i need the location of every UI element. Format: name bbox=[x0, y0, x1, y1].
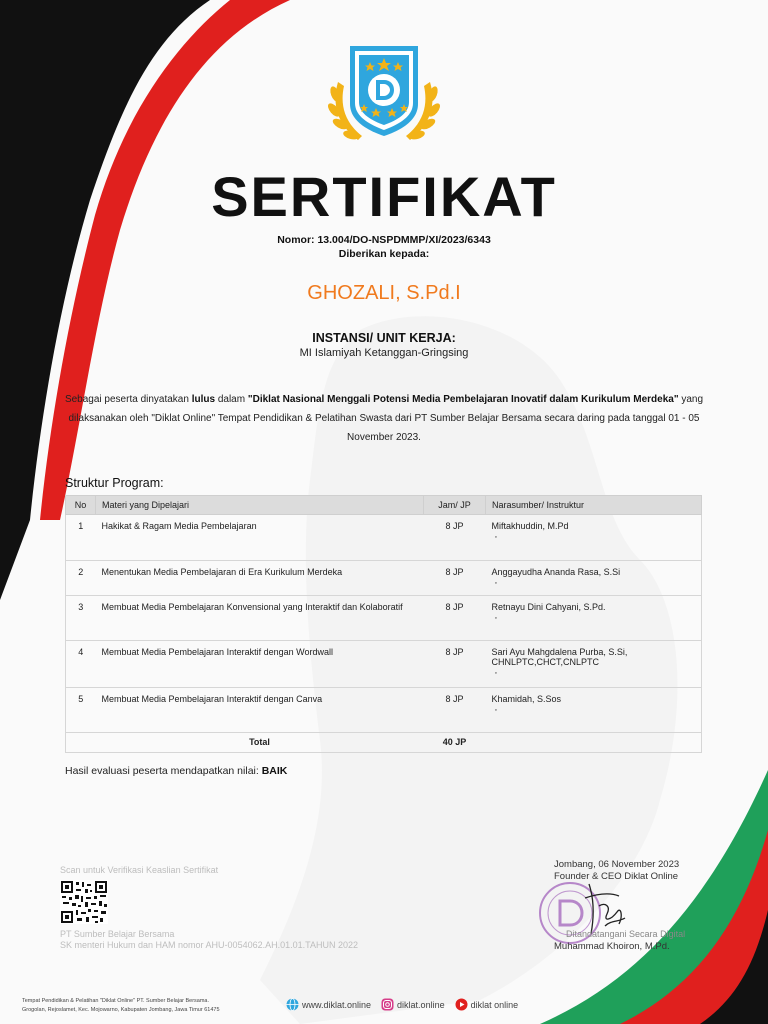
row-no: 1 bbox=[66, 515, 96, 561]
desc-bold-course: "Diklat Nasional Menggali Potensi Media Pembelajaran Inovatif dalam Kurikulum Merdeka" bbox=[247, 394, 679, 405]
row-narasumber bbox=[486, 688, 702, 733]
youtube-icon bbox=[455, 998, 468, 1011]
instagram-icon bbox=[381, 998, 394, 1011]
row-materi: Membuat Media Pembelajaran Interaktif dengan Canva bbox=[96, 688, 424, 733]
certificate-title: SERTIFIKAT bbox=[211, 165, 557, 228]
row-narasumber bbox=[486, 561, 702, 596]
table-header-row bbox=[66, 496, 702, 515]
footer-address bbox=[22, 997, 282, 1015]
row-jp: 8 JP bbox=[424, 561, 486, 596]
footer-address-line2: Grogolan, Rejoslamet, Kec. Mojowarno, Kabupaten Jombang, Jawa Timur 61475 bbox=[22, 1007, 220, 1013]
row-no: 3 bbox=[66, 596, 96, 641]
bullet-icon: ◦ bbox=[494, 580, 497, 587]
row-no: 4 bbox=[66, 641, 96, 688]
qr-code-icon[interactable] bbox=[60, 880, 108, 924]
narasumber-name: Sari Ayu Mahgdalena Purba, S.Si, CHNLPTC,CHCT,CNLPTC bbox=[491, 647, 628, 667]
table-total-row bbox=[66, 733, 702, 753]
col-no: No bbox=[66, 496, 96, 515]
row-jp: 8 JP bbox=[424, 515, 486, 561]
bullet-icon: ◦ bbox=[494, 670, 497, 677]
program-table bbox=[65, 495, 702, 753]
footer-address-line1: Tempat Pendidikan & Pelatihan "Diklat Online" PT. Sumber Belajar Bersama. bbox=[22, 998, 210, 1004]
program-heading: Struktur Program: bbox=[65, 476, 164, 490]
desc-text-1: Sebagai peserta dinyatakan bbox=[64, 394, 192, 405]
narasumber-name: Khamidah, S.Sos bbox=[491, 694, 562, 704]
website-text: www.diklat.online bbox=[302, 999, 372, 1010]
table-row bbox=[66, 688, 702, 733]
col-narasumber: Narasumber/ Instruktur bbox=[486, 496, 702, 515]
row-jp: 8 JP bbox=[424, 688, 486, 733]
narasumber-name: Miftakhuddin, M.Pd bbox=[491, 521, 569, 531]
digital-signature-note: Ditandatangani Secara Digital bbox=[566, 929, 686, 939]
table-row bbox=[66, 596, 702, 641]
total-value: 40 JP bbox=[424, 733, 486, 753]
signature-place-date: Jombang, 06 November 2023 bbox=[554, 859, 680, 870]
row-jp: 8 JP bbox=[424, 596, 486, 641]
table-row bbox=[66, 515, 702, 561]
row-narasumber bbox=[486, 641, 702, 688]
row-materi: Menentukan Media Pembelajaran di Era Kurikulum Merdeka bbox=[96, 561, 424, 596]
signatory-name: Muhammad Khoiron, M.Pd. bbox=[554, 941, 670, 952]
company-legal: SK menteri Hukum dan HAM nomor AHU-0054062.AH.01.01.TAHUN 2022 bbox=[60, 940, 358, 950]
row-no: 5 bbox=[66, 688, 96, 733]
certificate-number: Nomor: 13.004/DO-NSPDMMP/XI/2023/6343 bbox=[277, 234, 491, 246]
row-materi: Membuat Media Pembelajaran Interaktif dengan Wordwall bbox=[96, 641, 424, 688]
given-to-label: Diberikan kepada: bbox=[338, 248, 430, 260]
instagram-link[interactable] bbox=[381, 998, 445, 1011]
bullet-icon: ◦ bbox=[494, 534, 497, 541]
table-row bbox=[66, 641, 702, 688]
desc-text-2: dalam bbox=[215, 394, 248, 405]
row-materi: Membuat Media Pembelajaran Konvensional yang Interaktif dan Kolaboratif bbox=[96, 596, 424, 641]
col-jp: Jam/ JP bbox=[424, 496, 486, 515]
institution-value: MI Islamiyah Ketanggan-Gringsing bbox=[299, 347, 469, 359]
bullet-icon: ◦ bbox=[494, 707, 497, 714]
total-label: Total bbox=[96, 733, 424, 753]
company-name: PT Sumber Belajar Bersama bbox=[60, 929, 175, 939]
instagram-text: diklat.online bbox=[397, 999, 445, 1010]
col-materi: Materi yang Dipelajari bbox=[96, 496, 424, 515]
row-materi: Hakikat & Ragam Media Pembelajaran bbox=[96, 515, 424, 561]
recipient-name: GHOZALI, S.Pd.I bbox=[307, 282, 461, 304]
signature-role: Founder & CEO Diklat Online bbox=[554, 871, 679, 882]
table-row bbox=[66, 561, 702, 596]
bullet-icon: ◦ bbox=[494, 615, 497, 622]
row-no: 2 bbox=[66, 561, 96, 596]
narasumber-name: Retnayu Dini Cahyani, S.Pd. bbox=[491, 602, 606, 612]
youtube-text: diklat online bbox=[470, 999, 519, 1010]
result-text: Hasil evaluasi peserta mendapatkan nilai: bbox=[65, 765, 262, 777]
desc-bold-lulus: lulus bbox=[191, 394, 216, 405]
narasumber-name: Anggayudha Ananda Rasa, S.Si bbox=[491, 567, 621, 577]
globe-icon bbox=[286, 998, 299, 1011]
footer-links bbox=[286, 998, 518, 1011]
row-narasumber bbox=[486, 596, 702, 641]
result-value: BAIK bbox=[261, 765, 288, 777]
certificate-description bbox=[64, 390, 704, 447]
row-jp: 8 JP bbox=[424, 641, 486, 688]
evaluation-result bbox=[65, 765, 287, 777]
company-info bbox=[60, 929, 358, 951]
desc-text-3: yang dilaksanakan oleh "Diklat Online" Tempat Pendidikan & Pelatihan Swasta dari PT Sumber Belajar Bersama secara daring pada tanggal 01 - 05 November 2023. bbox=[68, 394, 704, 443]
youtube-link[interactable] bbox=[455, 998, 519, 1011]
scan-instruction: Scan untuk Verifikasi Keaslian Sertifikat bbox=[60, 865, 219, 875]
website-link[interactable] bbox=[286, 998, 371, 1011]
institution-label: INSTANSI/ UNIT KERJA: bbox=[312, 331, 456, 345]
diklat-online-shield-icon bbox=[318, 42, 450, 150]
row-narasumber bbox=[486, 515, 702, 561]
